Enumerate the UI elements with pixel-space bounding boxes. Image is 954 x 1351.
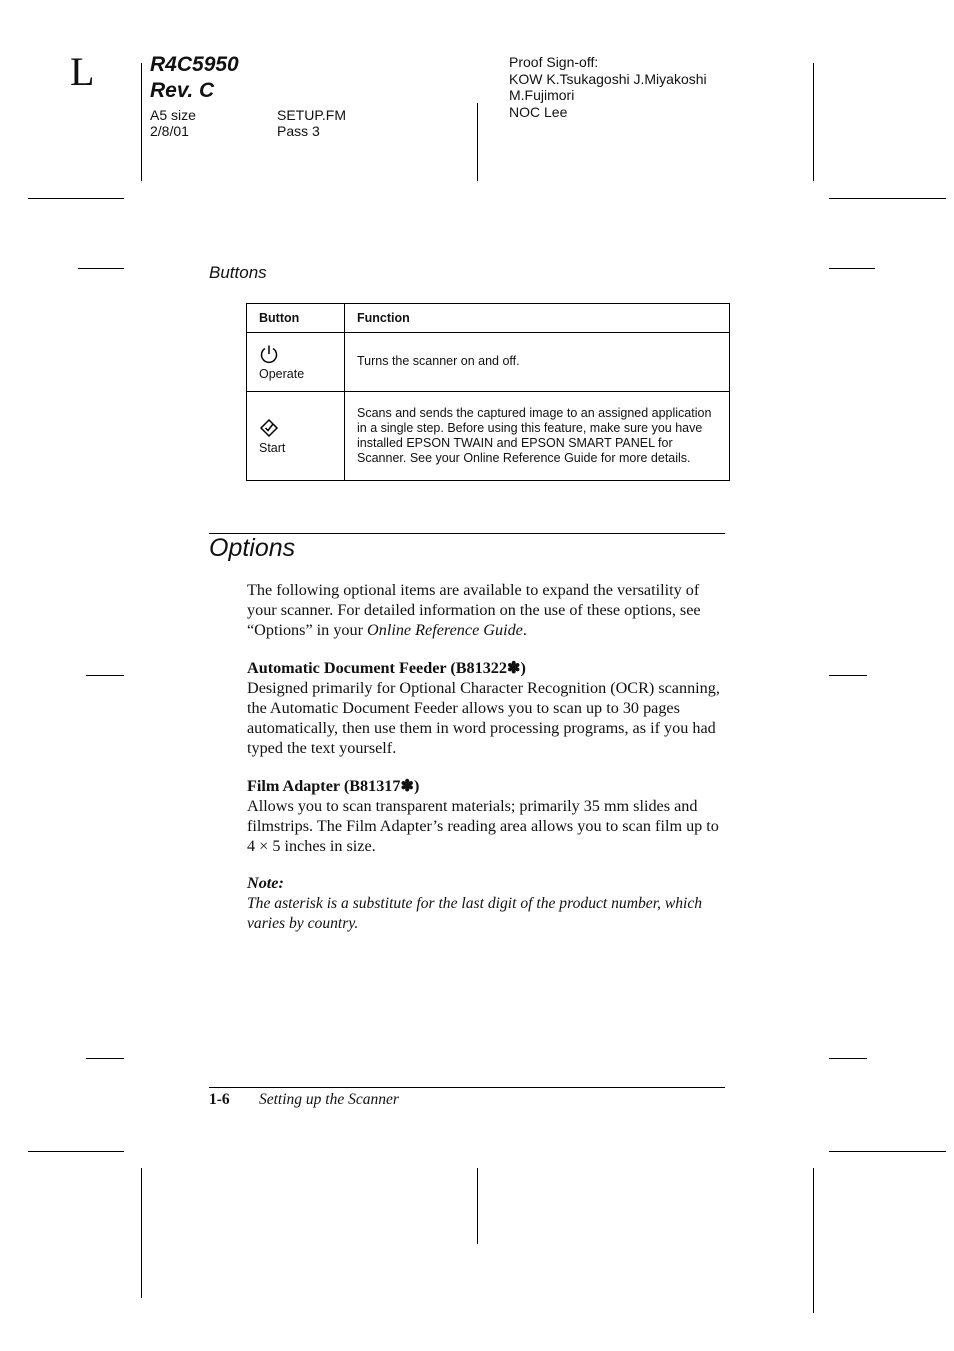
film-adapter-title: Film Adapter (B81317✽) bbox=[247, 776, 420, 795]
footer-rule bbox=[209, 1087, 725, 1088]
proof-signoff bbox=[509, 54, 707, 120]
start-label: Start bbox=[259, 440, 286, 455]
revision: Rev. C bbox=[150, 79, 215, 102]
proof-line: KOW K.Tsukagoshi J.Miyakoshi bbox=[509, 70, 707, 87]
options-heading: Options bbox=[209, 534, 296, 562]
buttons-heading: Buttons bbox=[209, 263, 267, 282]
table-row bbox=[247, 392, 730, 481]
corner-letter: L bbox=[70, 49, 95, 94]
chapter-title: Setting up the Scanner bbox=[259, 1091, 399, 1108]
table-header-row bbox=[247, 304, 730, 333]
reference-guide-title: Online Reference Guide bbox=[367, 621, 523, 640]
note-label: Note: bbox=[247, 874, 284, 893]
buttons-table bbox=[246, 303, 730, 481]
adf-description: Designed primarily for Optional Character Recognition (OCR) scanning, the Automatic Document Feeder allows you to scan up to 30 pages automatically, then use them in word processing programs, as if you had typed the text yourself. bbox=[247, 678, 720, 758]
proof-line: M.Fujimori bbox=[509, 87, 575, 103]
file-name: SETUP.FM bbox=[277, 107, 346, 123]
film-adapter-description: Allows you to scan transparent materials; primarily 35 mm slides and filmstrips. The Film Adapter’s reading area allows you to scan film up to 4 × 5 inches in size. bbox=[247, 796, 719, 856]
proof-line: Proof Sign-off: bbox=[509, 54, 599, 70]
function-cell: Turns the scanner on and off. bbox=[345, 333, 730, 392]
power-icon bbox=[259, 344, 279, 364]
button-cell bbox=[247, 392, 345, 481]
function-cell: Scans and sends the captured image to an assigned application in a single step. Before using this feature, make sure you have installed EPSON TWAIN and EPSON SMART PANEL for Scanner. See your Online Reference Guide for more details. bbox=[345, 392, 730, 481]
note-text: The asterisk is a substitute for the last digit of the product number, which varies by country. bbox=[247, 894, 703, 932]
intro-text: The following optional items are available to expand the versatility of your scanner. For detailed information on the use of these options, see “Options” in your bbox=[247, 581, 701, 640]
date: 2/8/01 bbox=[150, 123, 189, 139]
page-number: 1-6 bbox=[209, 1091, 230, 1108]
pass-label: Pass 3 bbox=[277, 123, 320, 139]
options-body bbox=[247, 580, 725, 934]
table-row bbox=[247, 333, 730, 392]
start-diamond-icon bbox=[259, 418, 279, 438]
column-header-button: Button bbox=[247, 304, 345, 333]
operate-label: Operate bbox=[259, 366, 305, 381]
adf-title: Automatic Document Feeder (B81322✽) bbox=[247, 658, 526, 677]
intro-paragraph bbox=[247, 580, 725, 641]
paper-size: A5 size bbox=[150, 107, 196, 123]
button-cell bbox=[247, 333, 345, 392]
intro-end: . bbox=[522, 621, 527, 640]
model-number: R4C5950 bbox=[150, 53, 239, 76]
column-header-function: Function bbox=[345, 304, 730, 333]
proof-line: NOC Lee bbox=[509, 103, 568, 120]
